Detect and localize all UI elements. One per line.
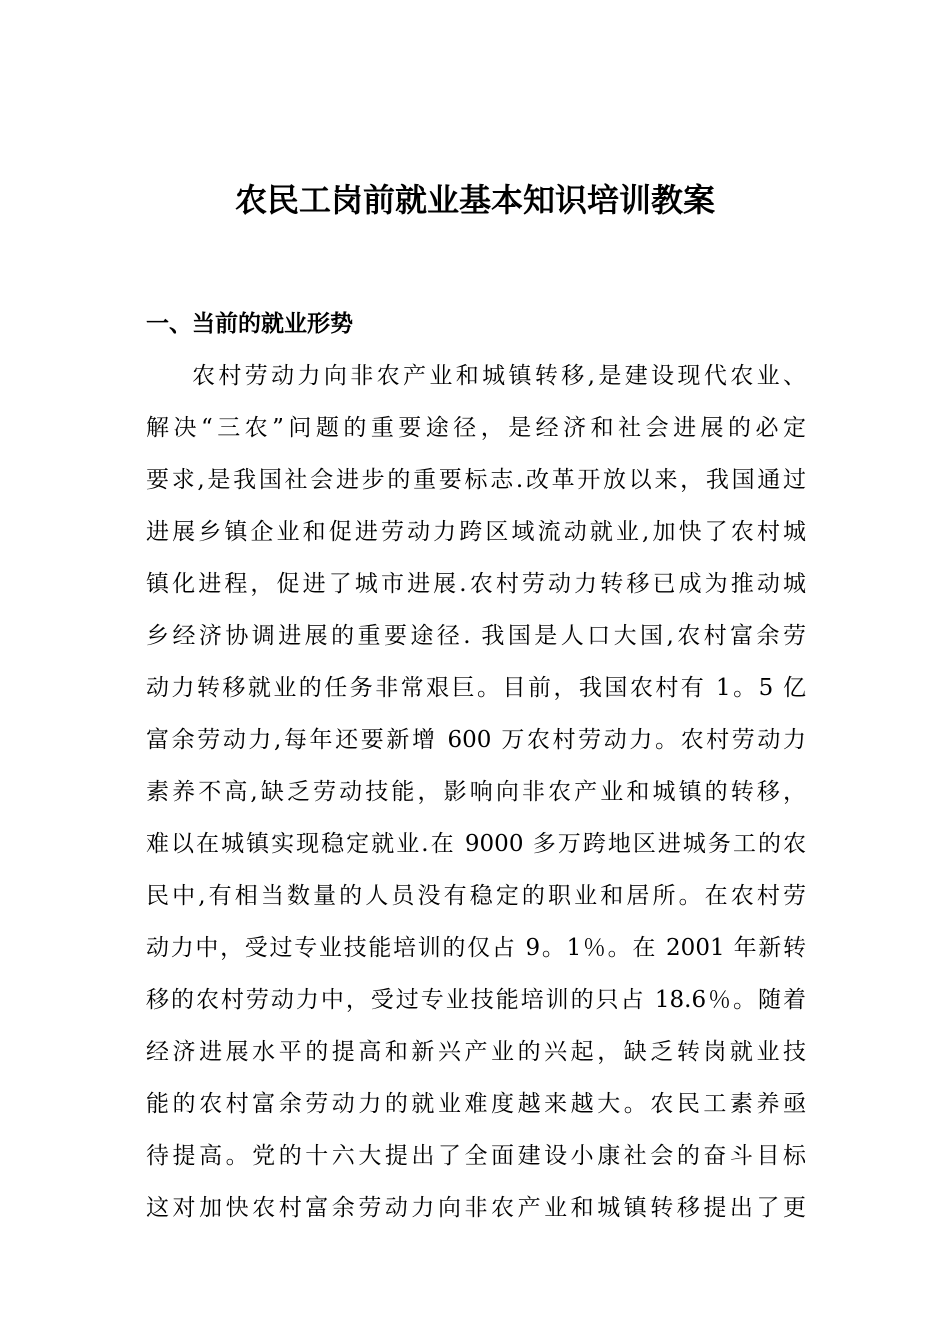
paragraph-line: 乡经济协调进展的重要途径. 我国是人口大国,农村富余劳 [146,623,806,649]
paragraph-line: 这对加快农村富余劳动力向非农产业和城镇转移提出了更 [146,1195,806,1221]
body-paragraph [146,350,806,1234]
paragraph-line: 动力中，受过专业技能培训的仅占 9。1％。在 2001 年新转 [146,935,806,961]
document-title: 农民工岗前就业基本知识培训教案 [234,181,715,219]
paragraph-line: 要求,是我国社会进步的重要标志.改革开放以来，我国通过 [146,467,806,493]
paragraph-line: 镇化进程，促进了城市进展.农村劳动力转移已成为推动城 [146,571,806,597]
paragraph-line: 进展乡镇企业和促进劳动力跨区域流动就业,加快了农村城 [146,519,806,545]
paragraph-line: 素养不高,缺乏劳动技能，影响向非农产业和城镇的转移， [146,779,806,805]
paragraph-line: 农村劳动力向非农产业和城镇转移,是建设现代农业、 [192,363,806,389]
section-heading: 一、当前的就业形势 [146,311,353,337]
paragraph-line: 待提高。党的十六大提出了全面建设小康社会的奋斗目标 [146,1143,806,1169]
paragraph-line: 动力转移就业的任务非常艰巨。目前，我国农村有 1。5 亿 [146,675,806,701]
paragraph-line: 能的农村富余劳动力的就业难度越来越大。农民工素养亟 [146,1091,806,1117]
paragraph-line: 民中,有相当数量的人员没有稳定的职业和居所。在农村劳 [146,883,806,909]
paragraph-line: 移的农村劳动力中，受过专业技能培训的只占 18.6％。随着 [146,987,806,1013]
paragraph-line: 解决“三农”问题的重要途径，是经济和社会进展的必定 [146,415,806,441]
paragraph-line: 难以在城镇实现稳定就业.在 9000 多万跨地区进城务工的农 [146,831,806,857]
paragraph-line: 富余劳动力,每年还要新增 600 万农村劳动力。农村劳动力 [146,727,806,753]
paragraph-line: 经济进展水平的提高和新兴产业的兴起，缺乏转岗就业技 [146,1039,806,1065]
